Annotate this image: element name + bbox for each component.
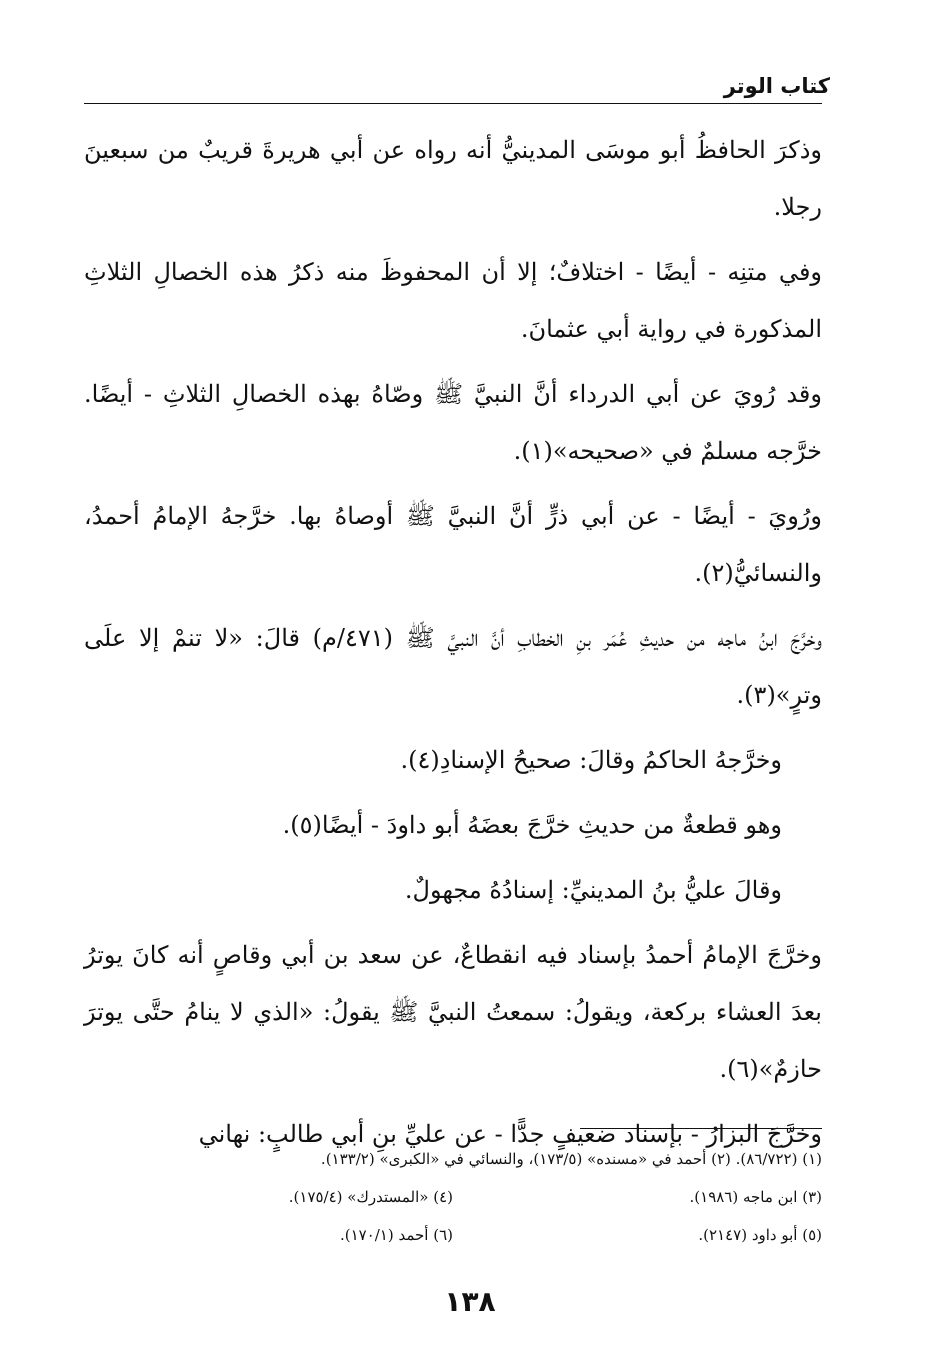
- paragraph-2: وفي متنِه - أيضًا - اختلافٌ؛ إلا أن المحفوظَ منه ذكرُ هذه الخصالِ الثلاثِ المذكورة في رواية أبي عثمانَ.: [84, 258, 822, 343]
- paragraph-10: وخرَّجَ البزارُ - بإسناد ضعيفٍ جدًّا - عن عليِّ بنِ أبي طالبٍ: نهاني: [198, 1120, 822, 1148]
- footnote-row: [84, 1178, 822, 1216]
- footnote-row: [84, 1140, 822, 1178]
- footnote-5: (٥) أبو داود (٢١٤٧).: [698, 1226, 822, 1244]
- paragraph-4: ورُويَ - أيضًا - عن أبي ذرٍّ أنَّ النبيَّ ﷺ أوصاهُ بها. خرَّجهُ الإمامُ أحمدُ، والنسائيُّ(٢).: [84, 502, 822, 587]
- header-divider: [84, 103, 822, 104]
- page-number: ١٣٨: [444, 1285, 496, 1318]
- paragraph-3: وقد رُويَ عن أبي الدرداء أنَّ النبيَّ ﷺ وصّاهُ بهذه الخصالِ الثلاثِ - أيضًا. خرَّجه مسلمٌ في «صحيحه»(١).: [84, 380, 822, 465]
- footnote-divider: [580, 1128, 822, 1129]
- footnote-3: (٣) ابن ماجه (١٩٨٦).: [689, 1188, 822, 1206]
- footnotes: [84, 1140, 822, 1254]
- footnote-4: (٤) «المستدرك» (١٧٥/٤).: [288, 1188, 453, 1206]
- paragraph-6: وخرَّجهُ الحاكمُ وقالَ: صحيحُ الإسنادِ(٤).: [400, 746, 782, 774]
- footnote-row: [84, 1216, 822, 1254]
- running-header-title: كتاب الوتر: [723, 74, 830, 98]
- footnote-6: (٦) أحمد (١٧٠/١).: [339, 1226, 453, 1244]
- paragraph-9: وخرَّجَ الإمامُ أحمدُ بإسناد فيه انقطاعٌ، عن سعد بن أبي وقاصٍ أنه كانَ يوترُ بعدَ العشاء بركعة، ويقولُ: سمعتُ النبيَّ ﷺ يقولُ: «الذي لا ينامُ حتَّى يوترَ حازمٌ»(٦).: [84, 941, 822, 1083]
- paragraph-7: وهو قطعةٌ من حديثِ خرَّجَ بعضَهُ أبو داودَ - أيضًا(٥).: [282, 811, 782, 839]
- main-text: [84, 122, 822, 1171]
- footnote-1-2: (١) (٨٦/٧٢٢). (٢) أحمد في «مسنده» (١٧٣/٥)، والنسائي في «الكبرى» (١٣٣/٢).: [320, 1150, 822, 1168]
- paragraph-8: وقالَ عليُّ بنُ المدينيِّ: إسنادُهُ مجهولٌ.: [404, 876, 782, 904]
- paragraph-5: وخرَّجَ ابنُ ماجه من حديثِ عُمَر بنِ الخطابِ أنَّ النبيَّ ﷺ (٤٧١/م) قالَ: «لا تنمْ إلا علَى وترٍ»(٣).: [84, 624, 823, 709]
- paragraph-1: وذكرَ الحافظُ أبو موسَى المدينيُّ أنه رواه عن أبي هريرةَ قريبٌ من سبعينَ رجلا.: [84, 136, 822, 221]
